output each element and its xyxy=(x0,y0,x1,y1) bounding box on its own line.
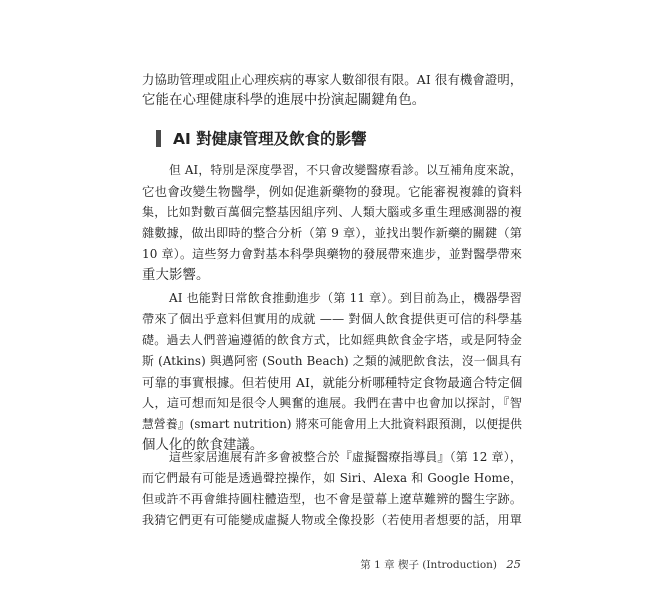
chapter-label: 第 1 章 楔子 (Introduction) xyxy=(360,559,498,571)
paragraph-diet xyxy=(142,288,522,456)
text-line: 但或許不再會維持圓柱體造型，也不會是螢幕上遼草難辨的醫生字跡。 xyxy=(142,492,522,506)
text-line: 它也會改變生物醫學，例如促進新藥物的發現。它能審視複雜的資料 xyxy=(142,184,522,199)
section-heading xyxy=(156,127,367,149)
text-line: 個人化的飲食建議。 xyxy=(142,438,264,453)
text-line: 人，這可想而知是很令人興奮的進展。我們在書中也會加以探討，『智 xyxy=(142,396,522,410)
paragraph-intro xyxy=(142,69,522,111)
text-line: 它能在心理健康科學的進展中扮演起關鍵角色。 xyxy=(142,93,426,108)
text-line: 雜數據，做出即時的整合分析（第 9 章），並找出製作新藥的關鍵（第 xyxy=(142,226,522,240)
text-line: 力協助管理或阻止心理疾病的專家人數卻很有限。AI 很有機會證明， xyxy=(142,72,523,87)
heading-marker xyxy=(156,130,161,147)
text-line: 集，比如對數百萬個完整基因組序列、人類大腦或多重生理感測器的複 xyxy=(142,205,522,219)
text-line: 重大影響。 xyxy=(142,268,210,283)
text-line: 帶來了個出乎意料但實用的成就 —— 對個人飲食提供更可信的科學基 xyxy=(142,312,522,326)
page-footer xyxy=(360,557,521,572)
text-line: 慧營養』(smart nutrition) 將來可能會用上大批資料跟預測，以便提供 xyxy=(142,417,522,431)
text-line: 礎。過去人們普遍遵循的飲食方式，比如經典飲食金字塔，或是阿特金 xyxy=(142,333,522,347)
paragraph-deep-learning xyxy=(142,160,522,286)
text-line: 這些家居進展有許多會被整合於『虛擬醫療指導員』（第 12 章）， xyxy=(169,450,522,464)
page-number: 25 xyxy=(506,557,521,571)
text-line: 10 章）。這些努力會對基本科學與藥物的發展帶來進步，並對醫學帶來 xyxy=(142,247,522,261)
text-line: 斯 (Atkins) 與邁阿密 (South Beach) 之類的減肥飲食法，沒一個具有 xyxy=(142,354,522,368)
text-line: 我猜它們更有可能變成虛擬人物或全像投影（若使用者想要的話，用單 xyxy=(142,513,522,527)
paragraph-virtual-coach xyxy=(142,447,522,531)
text-line: 但 AI，特別是深度學習，不只會改變醫療看診。以互補角度來說， xyxy=(169,163,522,177)
text-line: 而它們最有可能是透過聲控操作，如 Siri、Alexa 和 Google Home， xyxy=(142,471,522,485)
text-line: AI 也能對日常飲食推動進步（第 11 章）。到目前為止，機器學習 xyxy=(169,291,522,305)
text-line: 可靠的事實根據。但若使用 AI，就能分析哪種特定食物最適合特定個 xyxy=(142,375,523,390)
heading-title: AI 對健康管理及飲食的影響 xyxy=(173,130,367,148)
